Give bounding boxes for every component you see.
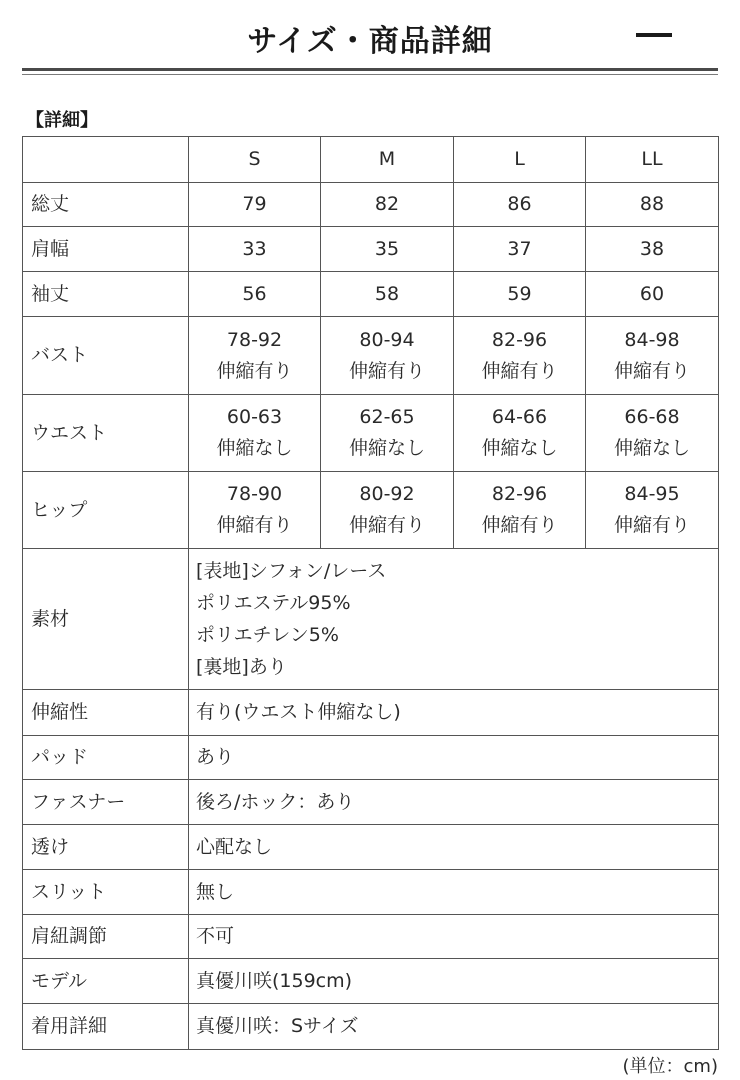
section-label: 【詳細】 (26, 110, 98, 131)
cell-text: 78-90 (226, 483, 283, 505)
cell-text: 伸縮有り (613, 359, 690, 382)
cell-text: 84-98 (624, 328, 680, 351)
cell-text: 62-65 (359, 406, 415, 428)
cell-text: 80-94 (359, 328, 415, 351)
row-label (23, 227, 189, 272)
cell-text: パッド (31, 746, 89, 768)
size-detail-table (22, 136, 719, 1050)
row-label (23, 472, 189, 549)
table-cell (454, 272, 586, 317)
cell-text: 33 (242, 237, 267, 260)
table-row (23, 825, 719, 870)
table-row (23, 549, 719, 690)
detail-value (189, 690, 719, 736)
cell-text: ヒップ (31, 498, 88, 521)
table-cell (454, 472, 586, 549)
detail-value (189, 870, 719, 915)
cell-text: 56 (242, 282, 267, 305)
cell-text: S (248, 148, 261, 170)
cell-text: 60 (639, 282, 665, 305)
cell-text: M (378, 148, 396, 170)
column-header-ll (586, 137, 719, 183)
table-cell (321, 272, 454, 317)
cell-text: 84-95 (624, 483, 680, 505)
detail-value (189, 1004, 719, 1050)
cell-text: 64-66 (491, 406, 548, 428)
cell-text: 肩幅 (31, 237, 70, 260)
cell-text: スリット (31, 880, 107, 903)
row-label (23, 959, 189, 1004)
table-row (23, 1004, 719, 1050)
cell-text: ファスナー (31, 790, 126, 813)
cell-text: 37 (507, 237, 532, 260)
cell-text: 素材 (31, 607, 70, 630)
cell-text: 78-92 (226, 328, 283, 351)
cell-text: 伸縮有り (348, 514, 425, 536)
cell-text: 肩紐調節 (31, 925, 108, 947)
table-row (23, 472, 719, 549)
cell-text: 透け (31, 835, 70, 858)
table-cell (586, 183, 719, 227)
row-label (23, 690, 189, 736)
cell-text: 後ろ/ホック：あり (196, 790, 355, 813)
table-cell (586, 472, 719, 549)
cell-text: 伸縮なし (613, 437, 690, 459)
detail-value (189, 780, 719, 825)
cell-text: 伸縮有り (481, 359, 558, 382)
cell-text: 伸縮有り (481, 514, 558, 536)
detail-value (189, 736, 719, 780)
table-row (23, 317, 719, 395)
cell-text: 58 (374, 282, 400, 305)
table-cell (321, 227, 454, 272)
cell-text: 心配なし (196, 835, 273, 858)
header-divider (22, 68, 718, 71)
cell-text: 35 (374, 237, 400, 260)
corner-cell (23, 137, 189, 183)
cell-text: ポリエチレン5% (196, 624, 339, 646)
cell-text: 60-63 (226, 406, 283, 428)
table-row (23, 736, 719, 780)
column-header-m (321, 137, 454, 183)
detail-value (189, 915, 719, 959)
cell-text: 38 (639, 237, 665, 260)
cell-text: 82-96 (491, 328, 548, 351)
row-label (23, 272, 189, 317)
cell-text: 82 (374, 193, 400, 215)
column-header-s (189, 137, 321, 183)
table-cell (586, 317, 719, 395)
table-cell (321, 472, 454, 549)
cell-text: 伸縮有り (216, 514, 293, 536)
cell-text: 80-92 (359, 483, 415, 505)
cell-text: [裏地]あり (196, 656, 287, 678)
table-row (23, 183, 719, 227)
cell-text: バスト (31, 344, 89, 366)
row-label (23, 825, 189, 870)
cell-text: 82-96 (491, 483, 548, 505)
table-row (23, 272, 719, 317)
table-cell (454, 183, 586, 227)
table-cell (189, 272, 321, 317)
row-label (23, 1004, 189, 1050)
cell-text: 66-68 (624, 406, 680, 428)
cell-text: L (514, 148, 525, 170)
cell-text: 伸縮有り (216, 359, 293, 382)
cell-text: 伸縮有り (348, 359, 425, 382)
page-title: サイズ・商品詳細 (247, 24, 493, 59)
header-divider-thin (22, 74, 718, 75)
detail-value (189, 825, 719, 870)
minus-icon[interactable] (636, 33, 672, 37)
row-label (23, 915, 189, 959)
table-row (23, 915, 719, 959)
cell-text: ウエスト (31, 421, 108, 444)
cell-text: 真優川咲：Sサイズ (196, 1015, 359, 1037)
cell-text: 総丈 (31, 193, 70, 215)
cell-text: 79 (242, 193, 267, 215)
table-cell (189, 395, 321, 472)
cell-text: 着用詳細 (31, 1015, 108, 1037)
cell-text: 伸縮性 (31, 701, 89, 723)
table-row (23, 227, 719, 272)
cell-text: 88 (639, 193, 665, 215)
row-label (23, 183, 189, 227)
table-cell (321, 183, 454, 227)
unit-note: (単位：cm) (622, 1056, 718, 1077)
detail-value (189, 959, 719, 1004)
row-label (23, 780, 189, 825)
cell-text: 袖丈 (31, 282, 70, 305)
row-label (23, 549, 189, 690)
table-cell (189, 183, 321, 227)
cell-text: 伸縮なし (481, 437, 558, 459)
table-row (23, 870, 719, 915)
cell-text: 86 (507, 193, 532, 215)
table-cell (586, 227, 719, 272)
cell-text: 有り(ウエスト伸縮なし) (196, 701, 401, 723)
cell-text: 伸縮なし (216, 437, 293, 459)
table-row (23, 395, 719, 472)
table-row (23, 690, 719, 736)
table-cell (189, 227, 321, 272)
table-cell (189, 317, 321, 395)
table-row (23, 780, 719, 825)
cell-text: 無し (196, 880, 235, 903)
cell-text: あり (196, 746, 235, 768)
cell-text: [表地]シフォン/レース (196, 560, 387, 582)
row-label (23, 317, 189, 395)
table-cell (321, 317, 454, 395)
cell-text: 伸縮有り (613, 514, 690, 536)
cell-text: 伸縮なし (348, 437, 425, 459)
table-cell (454, 395, 586, 472)
row-label (23, 395, 189, 472)
cell-text: 不可 (196, 925, 235, 947)
detail-value (189, 549, 719, 690)
cell-text: LL (641, 148, 663, 170)
row-label (23, 870, 189, 915)
table-cell (454, 317, 586, 395)
row-label (23, 736, 189, 780)
table-cell (321, 395, 454, 472)
cell-text: ポリエステル95% (196, 592, 351, 614)
table-row (23, 959, 719, 1004)
table-cell (586, 272, 719, 317)
column-header-l (454, 137, 586, 183)
table-cell (454, 227, 586, 272)
table-cell (586, 395, 719, 472)
size-header-row (23, 137, 719, 183)
cell-text: 59 (507, 282, 532, 305)
cell-text: 真優川咲(159cm) (196, 969, 353, 992)
table-cell (189, 472, 321, 549)
cell-text: モデル (31, 969, 88, 992)
